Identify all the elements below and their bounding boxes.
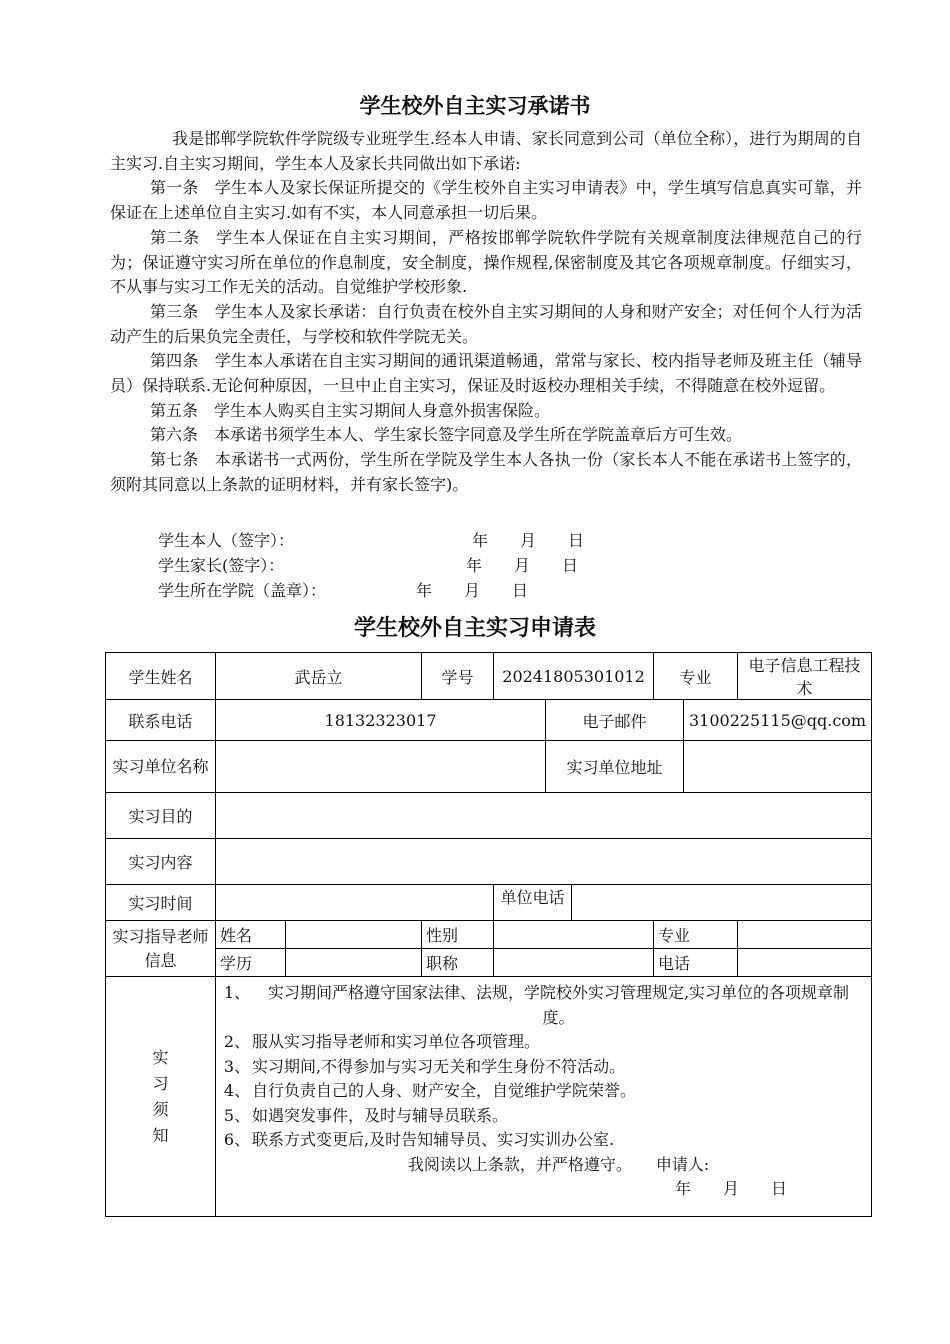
- advisor-title-value[interactable]: [494, 949, 654, 977]
- content-value[interactable]: [216, 839, 872, 885]
- label-notes: [106, 977, 216, 1217]
- notes-content: [216, 977, 872, 1217]
- label-advisor-name: 姓名: [216, 921, 286, 949]
- pledge-article: 第一条 学生本人及家长保证所提交的《学生校外自主实习申请表》中，学生填写信息真实可靠，并保证在上述单位自主实习.如有不实，本人同意承担一切后果。: [110, 178, 862, 223]
- note-item: 5、 如遇突发事件，及时与辅导员联系。: [223, 1105, 509, 1125]
- label-company-phone: 单位电话: [494, 885, 572, 921]
- major-value[interactable]: 电子信息工程技术: [738, 653, 872, 700]
- label-major: 专业: [654, 653, 738, 700]
- advisor-phone-value[interactable]: [738, 949, 872, 977]
- note-item: 6、 联系方式变更后,及时告知辅导员、实习实训办公室.: [223, 1130, 615, 1149]
- pledge-title: 学生校外自主实习承诺书: [359, 94, 591, 118]
- signature-date: 年 月 日: [466, 556, 579, 575]
- signature-date: 年 月 日: [472, 531, 585, 550]
- label-content: 实习内容: [106, 839, 216, 885]
- signature-label: 学生所在学院（盖章）：: [158, 581, 327, 600]
- note-item: 2、 服从实习指导老师和实习单位各项管理。: [223, 1032, 541, 1051]
- purpose-value[interactable]: [216, 793, 872, 839]
- signature-line-college: [158, 578, 529, 601]
- advisor-major-value[interactable]: [738, 921, 872, 949]
- signature-date: 年 月 日: [416, 581, 529, 600]
- label-advisor: 实习指导老师信息: [106, 921, 216, 977]
- company-phone-value[interactable]: [572, 885, 872, 921]
- pledge-article: 第二条 学生本人保证在自主实习期间，严格按邯郸学院软件学院有关规章制度法律规范自己的行为；保证遵守实习所在单位的作息制度，安全制度，操作规程,保密制度及其它各项规章制度。仔细实习，不从事与实习工作无关的活动。自觉维护学校形象.: [110, 227, 862, 297]
- label-purpose: 实习目的: [106, 793, 216, 839]
- note-item: 4、 自行负责自己的人身、财产安全，自觉维护学院荣誉。: [223, 1081, 637, 1100]
- form-title: 学生校外自主实习申请表: [353, 616, 596, 641]
- company-address-value[interactable]: [684, 741, 872, 793]
- label-student-name: 学生姓名: [106, 653, 216, 700]
- student-id-value[interactable]: 20241805301012: [494, 653, 654, 700]
- pledge-article: 第七条 本承诺书一式两份，学生所在学院及学生本人各执一份（家长本人不能在承诺书上签字的，须附其同意以上条款的证明材料，并有家长签字)。: [110, 450, 862, 494]
- pledge-intro: 我是邯郸学院软件学院级专业班学生.经本人申请、家长同意到公司（单位全称），进行为期周的自主实习.自主实习期间，学生本人及家长共同做出如下承诺:: [110, 129, 862, 173]
- signature-line-student: [158, 528, 585, 551]
- phone-value[interactable]: 18132323017: [216, 700, 546, 741]
- label-company: 实习单位名称: [106, 741, 216, 793]
- company-value[interactable]: [216, 741, 546, 793]
- advisor-education-value[interactable]: [286, 949, 422, 977]
- notes-vertical-label: 实习须知: [152, 1047, 169, 1145]
- label-phone: 联系电话: [106, 700, 216, 741]
- label-advisor-gender: 性别: [422, 921, 494, 949]
- period-value[interactable]: [216, 885, 494, 921]
- pledge-article: 第五条 学生本人购买自主实习期间人身意外损害保险。: [150, 400, 551, 420]
- pledge-article: 第四条 学生本人承诺在自主实习期间的通讯渠道畅通，常常与家长、校内指导老师及班主任（辅导员）保持联系.无论何种原因，一旦中止自主实习，保证及时返校办理相关手续，不得随意在校外逗留。: [110, 351, 862, 396]
- email-value[interactable]: 3100225115@qq.com: [684, 700, 872, 741]
- label-advisor-title: 职称: [422, 949, 494, 977]
- signature-line-parent: [158, 553, 579, 576]
- label-period: 实习时间: [106, 885, 216, 921]
- note-item: 1、 实习期间严格遵守国家法律、法规，学院校外实习管理规定,实习单位的各项规章制度。: [223, 983, 850, 1027]
- student-name-value[interactable]: 武岳立: [216, 653, 422, 700]
- advisor-name-value[interactable]: [286, 921, 422, 949]
- advisor-gender-value[interactable]: [494, 921, 654, 949]
- application-form-table: [105, 652, 872, 1217]
- signature-label: 学生本人（签字）：: [158, 531, 295, 550]
- label-student-id: 学号: [422, 653, 494, 700]
- label-advisor-education: 学历: [216, 949, 286, 977]
- pledge-article: 第三条 学生本人及家长承诺：自行负责在校外自主实习期间的人身和财产安全；对任何个人行为活动产生的后果负完全责任，与学校和软件学院无关。: [110, 301, 862, 346]
- applicant-date: 年 月 日: [675, 1179, 788, 1198]
- note-item: 3、 实习期间,不得参加与实习无关和学生身份不符活动。: [223, 1056, 626, 1076]
- label-advisor-phone: 电话: [654, 949, 738, 977]
- label-email: 电子邮件: [546, 700, 684, 741]
- agreement-line: 我阅读以上条款，并严格遵守。 申请人:: [407, 1154, 710, 1174]
- pledge-body: [110, 127, 862, 498]
- signature-label: 学生家长(签字）：: [158, 556, 285, 575]
- pledge-article: 第六条 本承诺书须学生本人、学生家长签字同意及学生所在学院盖章后方可生效。: [150, 425, 743, 445]
- label-company-address: 实习单位地址: [546, 741, 684, 793]
- label-advisor-major: 专业: [654, 921, 738, 949]
